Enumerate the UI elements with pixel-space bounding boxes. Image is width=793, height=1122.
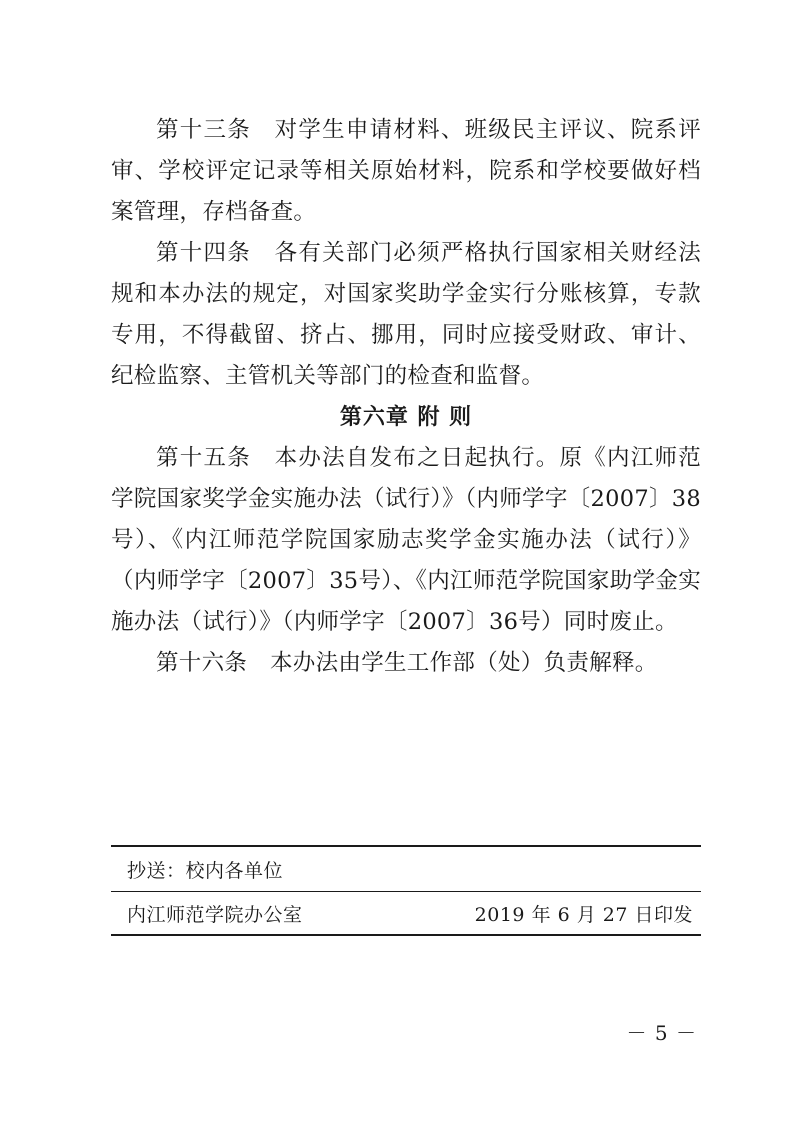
document-footer [111,845,701,936]
page-number: － 5 － [626,1021,697,1045]
document-body [111,110,701,684]
article-15: 第十五条 本办法自发布之日起执行。原《内江师范学院国家奖学金实施办法（试行）》（内师学字〔2007〕38号）、《内江师范学院国家励志奖学金实施办法（试行）》（内师学字〔2007〕35号）、《内江师范学院国家助学金实施办法（试行）》（内师学字〔2007〕36号）同时废止。 [111,445,701,635]
article-16: 第十六条 本办法由学生工作部（处）负责解释。 [156,650,658,676]
cc-line [111,847,701,891]
footer-bottom-rule [111,934,701,936]
article-13: 第十三条 对学生申请材料、班级民主评议、院系评审、学校评定记录等相关原始材料，院系和学校要做好档案管理，存档备查。 [111,117,701,225]
cc-text: 抄送：校内各单位 [127,859,284,882]
article-14: 第十四条 各有关部门必须严格执行国家相关财经法规和本办法的规定，对国家奖助学金实行分账核算，专款专用，不得截留、挤占、挪用，同时应接受财政、审计、纪检监察、主管机关等部门的检查和监督。 [111,240,701,389]
issuer-name: 内江师范学院办公室 [127,903,303,926]
issue-date: 2019 年 6 月 27 日印发 [474,903,693,926]
chapter-heading: 第六章 附 则 [339,405,473,430]
issuer-line [111,892,701,934]
